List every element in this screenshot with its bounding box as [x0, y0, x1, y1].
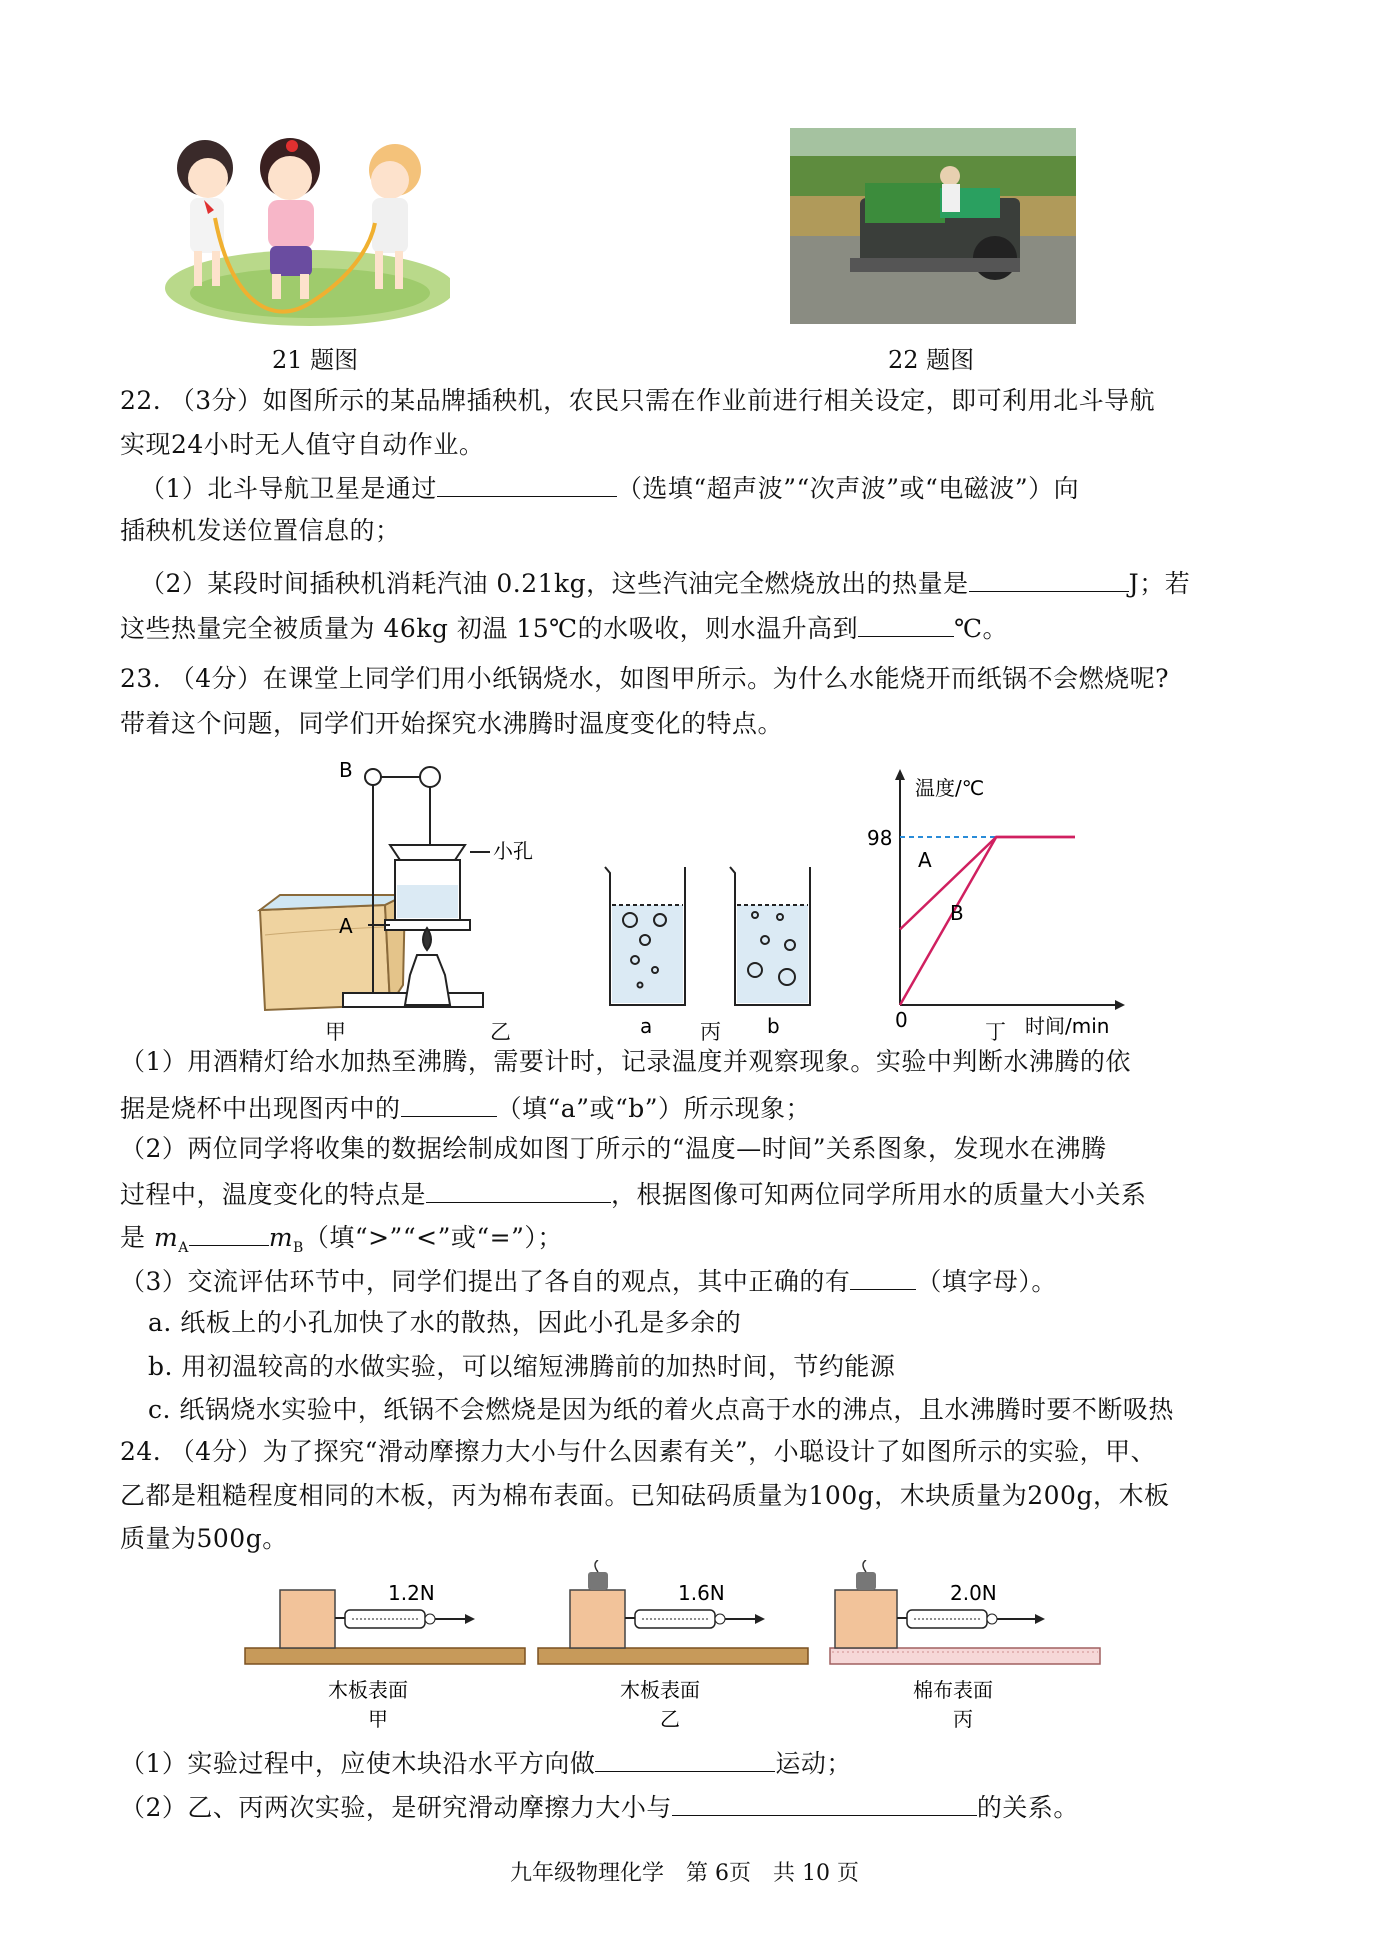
q23-part2-line1: （2）两位同学将收集的数据绘制成如图丁所示的“温度—时间”关系图象，发现水在沸腾: [120, 1134, 1107, 1163]
q23-option-b: b. 用初温较高的水做实验，可以缩短沸腾前的加热时间，节约能源: [148, 1352, 896, 1381]
setup-bing: [830, 1560, 1100, 1664]
fig21-image: [160, 128, 450, 328]
mass-mA-sub: A: [178, 1240, 189, 1256]
label-b: b: [767, 1014, 780, 1038]
label-A: A: [339, 914, 353, 938]
series-label-A: A: [918, 848, 932, 872]
chart-ylabel: 温度/℃: [915, 776, 985, 800]
beaker-a: [605, 867, 685, 1005]
force-bing: 2.0N: [950, 1581, 997, 1605]
q23-part3-line1: [120, 1263, 1057, 1299]
q22-part1-text-b: （选填“超声波”“次声波”或“电磁波”）向: [616, 474, 1080, 503]
fig22-image: [790, 128, 1076, 324]
q23-part2-text-pre: 是: [120, 1223, 146, 1252]
q23-part2-text-post: （填“>”“<”或“=”）；: [303, 1223, 563, 1252]
q22-part2-text-d: ℃。: [954, 614, 1009, 643]
q24-stem-line1: 24. （4分）为了探究“滑动摩擦力大小与什么因素有关”，小聪设计了如图所示的实验，甲、: [120, 1437, 1157, 1466]
q23-part2-text-b: 过程中，温度变化的特点是: [120, 1180, 427, 1209]
q22-part2-line1: [140, 565, 1190, 601]
chart-origin: 0: [895, 1008, 908, 1032]
q23-answer-blank-4[interactable]: [850, 1263, 916, 1290]
q22-part2-text-c: 这些热量完全被质量为 46kg 初温 15℃的水吸收，则水温升高到: [120, 614, 859, 643]
q22-answer-blank-3[interactable]: [858, 610, 954, 637]
series-label-B: B: [950, 901, 964, 925]
q24-stem-line2: 乙都是粗糙程度相同的木板，丙为棉布表面。已知砝码质量为100g，木块质量为200g，木板: [120, 1481, 1170, 1510]
cap-ding: 丁: [985, 1020, 1006, 1044]
label-a: a: [640, 1014, 653, 1038]
caption-yi: 乙: [660, 1707, 680, 1730]
force-yi: 1.6N: [678, 1581, 725, 1605]
q22-part1-line2: 插秧机发送位置信息的；: [120, 516, 401, 545]
q23-part2-text-c: ，根据图像可知两位同学所用水的质量大小关系: [611, 1180, 1147, 1209]
cap-yi: 乙: [490, 1020, 511, 1044]
caption-jia: 甲: [368, 1707, 388, 1730]
surface-yi: 木板表面: [620, 1678, 700, 1702]
q23-part1-text-c: （填“a”或“b”）所示现象；: [496, 1094, 812, 1123]
label-small-hole: 小孔: [493, 839, 533, 863]
setup-yi: [538, 1560, 808, 1664]
cap-bing: 丙: [700, 1020, 721, 1044]
beaker-b: [730, 867, 810, 1005]
q23-stem-line2: 带着这个问题，同学们开始探究水沸腾时温度变化的特点。: [120, 709, 784, 738]
q23-option-c: c. 纸锅烧水实验中，纸锅不会燃烧是因为纸的着火点高于水的沸点，且水沸腾时要不断吸热: [148, 1395, 1174, 1424]
q22-stem-line1: 22. （3分）如图所示的某品牌插秧机，农民只需在作业前进行相关设定，即可利用北斗导航: [120, 386, 1156, 415]
q23-figure: [255, 755, 1125, 1040]
q22-part2-text-b: J；若: [1128, 569, 1191, 598]
q22-part1-line1: [140, 470, 1079, 506]
q22-part2-text-a: （2）某段时间插秧机消耗汽油 0.21kg，这些汽油完全燃烧放出的热量是: [140, 569, 969, 598]
q22-answer-blank-1[interactable]: [437, 470, 617, 497]
label-B: B: [339, 758, 353, 782]
q24-part1-text-a: （1）实验过程中，应使木块沿水平方向做: [120, 1749, 596, 1778]
q23-answer-blank-3[interactable]: [189, 1219, 269, 1246]
q23-part2-line2: [120, 1176, 1147, 1212]
chart-xlabel: 时间/min: [1025, 1014, 1110, 1038]
q23-part1-line2: [120, 1090, 811, 1126]
fig21-caption: 21 题图: [272, 346, 359, 374]
cap-jia: 甲: [325, 1020, 346, 1044]
q24-part2: [120, 1789, 1079, 1825]
caption-bing: 丙: [953, 1707, 973, 1730]
q24-part2-text-b: 的关系。: [976, 1793, 1079, 1822]
q23-part3-text-b: （填字母）。: [916, 1267, 1057, 1296]
q24-stem-line3: 质量为500g。: [120, 1524, 288, 1553]
q22-answer-blank-2[interactable]: [969, 565, 1129, 592]
q24-part2-text-a: （2）乙、丙两次实验，是研究滑动摩擦力大小与: [120, 1793, 672, 1822]
q22-part1-text-a: （1）北斗导航卫星是通过: [140, 474, 437, 503]
q23-part1-line1: （1）用酒精灯给水加热至沸腾，需要计时，记录温度并观察现象。实验中判断水沸腾的依: [120, 1047, 1131, 1076]
q24-part1: [120, 1745, 852, 1781]
q23-part1-text-b: 据是烧杯中出现图丙中的: [120, 1094, 401, 1123]
surface-jia: 木板表面: [328, 1678, 408, 1702]
q23-part3-text-a: （3）交流评估环节中，同学们提出了各自的观点，其中正确的有: [120, 1267, 851, 1296]
force-jia: 1.2N: [388, 1581, 435, 1605]
q24-answer-blank-2[interactable]: [672, 1789, 977, 1816]
q24-figure: [240, 1560, 1120, 1730]
q24-part1-text-b: 运动；: [775, 1749, 852, 1778]
q23-option-a: a. 纸板上的小孔加快了水的散热，因此小孔是多余的: [148, 1308, 742, 1337]
setup-jia: [245, 1590, 525, 1664]
q23-answer-blank-1[interactable]: [401, 1090, 497, 1117]
chart-ytick-98: 98: [867, 826, 893, 850]
mass-mA: m: [153, 1223, 179, 1252]
q23-stem-line1: 23. （4分）在课堂上同学们用小纸锅烧水，如图甲所示。为什么水能烧开而纸锅不会燃烧呢?: [120, 664, 1170, 693]
temp-time-chart: [895, 769, 1125, 1010]
q24-answer-blank-1[interactable]: [595, 1745, 775, 1772]
q22-part2-line2: [120, 610, 1008, 646]
mass-mB-sub: B: [293, 1240, 304, 1256]
q23-answer-blank-2[interactable]: [426, 1176, 611, 1203]
mass-mB: m: [268, 1223, 294, 1252]
page-footer: 九年级物理化学 第 6页 共 10 页: [510, 1861, 859, 1886]
surface-bing: 棉布表面: [913, 1678, 993, 1702]
q23-part2-line3: [120, 1219, 563, 1265]
q22-stem-line2: 实现24小时无人值守自动作业。: [120, 430, 485, 459]
fig22-caption: 22 题图: [888, 346, 975, 374]
